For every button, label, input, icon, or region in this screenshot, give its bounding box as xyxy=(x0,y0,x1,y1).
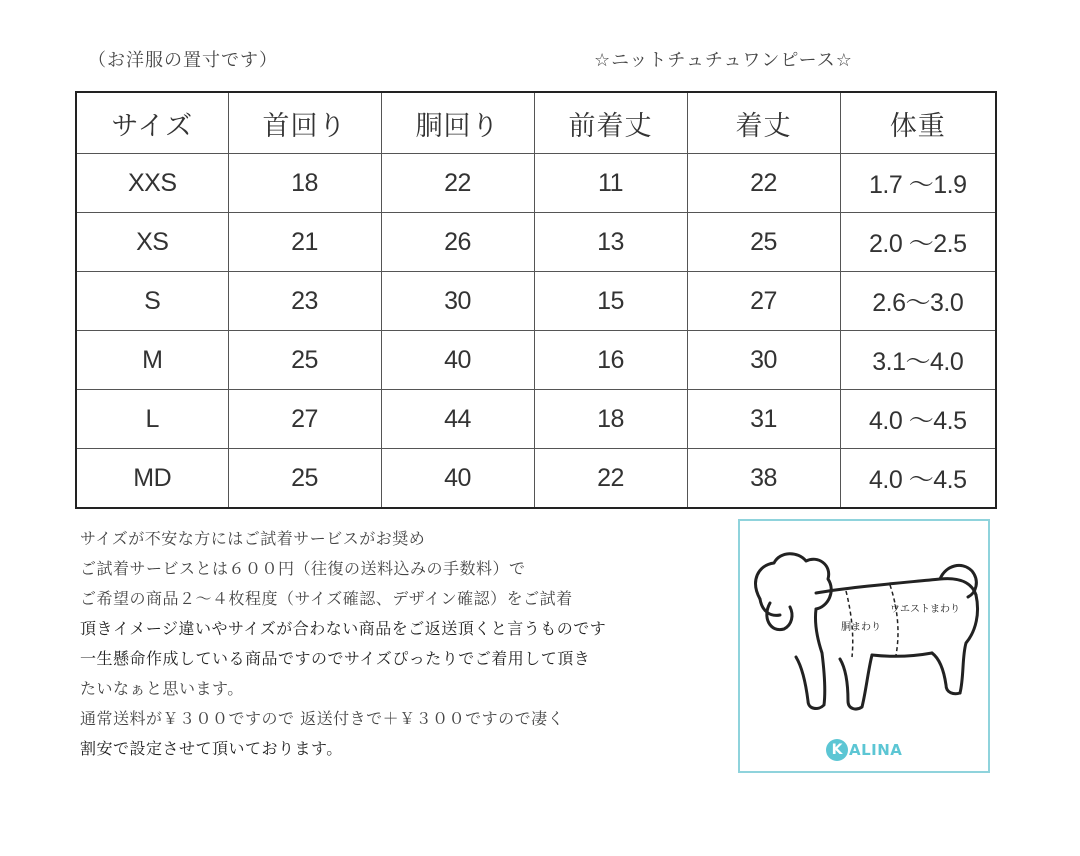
header-neck: 首回り xyxy=(228,92,381,154)
note-line: 一生懸命作成している商品ですのでサイズぴったりでご着用して頂き xyxy=(80,649,591,668)
cell-neck: 25 xyxy=(228,331,381,390)
cell-weight: 2.6〜3.0 xyxy=(840,272,996,331)
note-line: 通常送料が￥３００ですので 返送付きで＋￥３００ですので凄く xyxy=(80,709,565,728)
cell-neck: 25 xyxy=(228,449,381,509)
cell-length: 25 xyxy=(687,213,840,272)
logo-badge-icon: K xyxy=(826,739,848,761)
table-row xyxy=(76,213,996,272)
header-weight: 体重 xyxy=(840,92,996,154)
header-front-length: 前着丈 xyxy=(534,92,687,154)
logo-text: ALINA xyxy=(849,741,903,759)
cell-neck: 27 xyxy=(228,390,381,449)
kalina-logo xyxy=(826,738,902,762)
table-row xyxy=(76,331,996,390)
cell-chest: 22 xyxy=(381,154,534,213)
cell-size: MD xyxy=(76,449,228,509)
table-row xyxy=(76,390,996,449)
cell-size: XXS xyxy=(76,154,228,213)
cell-chest: 26 xyxy=(381,213,534,272)
header-size: サイズ xyxy=(76,92,228,154)
header-note: （お洋服の置寸です） xyxy=(88,50,278,71)
cell-weight: 3.1〜4.0 xyxy=(840,331,996,390)
cell-front-length: 13 xyxy=(534,213,687,272)
note-line: ご試着サービスとは６００円（往復の送料込みの手数料）で xyxy=(80,559,526,578)
cell-front-length: 18 xyxy=(534,390,687,449)
cell-chest: 40 xyxy=(381,331,534,390)
cell-chest: 30 xyxy=(381,272,534,331)
cell-length: 22 xyxy=(687,154,840,213)
note-line: サイズが不安な方にはご試着サービスがお奨め xyxy=(80,529,426,548)
cell-front-length: 11 xyxy=(534,154,687,213)
table-row xyxy=(76,154,996,213)
waist-label: ウエストまわり xyxy=(890,604,960,615)
cell-length: 30 xyxy=(687,331,840,390)
cell-size: XS xyxy=(76,213,228,272)
cell-size: L xyxy=(76,390,228,449)
cell-chest: 40 xyxy=(381,449,534,509)
cell-weight: 4.0 〜4.5 xyxy=(840,449,996,509)
dog-illustration xyxy=(740,521,988,771)
cell-front-length: 16 xyxy=(534,331,687,390)
note-line: 頂きイメージ違いやサイズが合わない商品をご返送頂くと言うものです xyxy=(80,619,607,638)
cell-size: S xyxy=(76,272,228,331)
cell-weight: 2.0 〜2.5 xyxy=(840,213,996,272)
cell-neck: 21 xyxy=(228,213,381,272)
cell-neck: 23 xyxy=(228,272,381,331)
chest-label: 胴まわり xyxy=(841,622,881,633)
dog-measurement-diagram xyxy=(738,519,990,773)
fitting-service-notes xyxy=(80,524,740,764)
table-row xyxy=(76,449,996,509)
cell-length: 38 xyxy=(687,449,840,509)
table-header-row xyxy=(76,92,996,154)
cell-front-length: 15 xyxy=(534,272,687,331)
cell-length: 31 xyxy=(687,390,840,449)
table-row xyxy=(76,272,996,331)
cell-weight: 1.7 〜1.9 xyxy=(840,154,996,213)
cell-size: M xyxy=(76,331,228,390)
cell-neck: 18 xyxy=(228,154,381,213)
note-line: 割安で設定させて頂いております。 xyxy=(80,739,343,758)
cell-length: 27 xyxy=(687,272,840,331)
cell-weight: 4.0 〜4.5 xyxy=(840,390,996,449)
note-line: たいなぁと思います。 xyxy=(80,679,244,698)
header-chest: 胴回り xyxy=(381,92,534,154)
cell-chest: 44 xyxy=(381,390,534,449)
note-line: ご希望の商品２〜４枚程度（サイズ確認、デザイン確認）をご試着 xyxy=(80,589,573,608)
size-table xyxy=(75,91,997,509)
cell-front-length: 22 xyxy=(534,449,687,509)
product-title: ☆ニットチュチュワンピース☆ xyxy=(594,50,853,71)
header-length: 着丈 xyxy=(687,92,840,154)
